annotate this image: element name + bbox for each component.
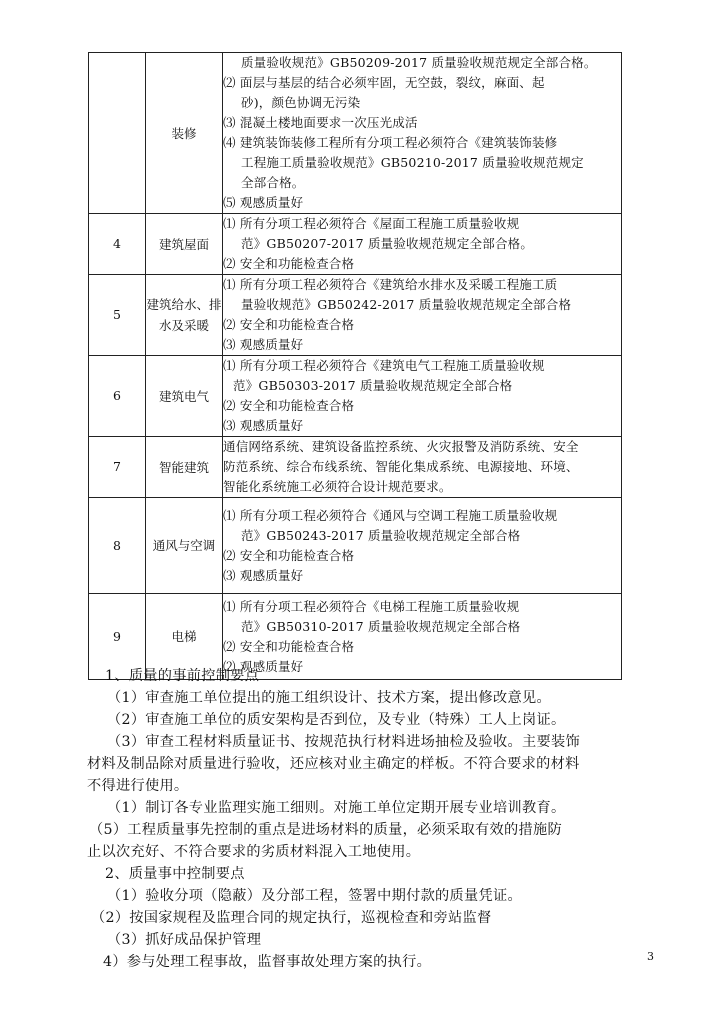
row-category: 智能建筑 <box>146 437 223 498</box>
para-11: （1）验收分项（隐蔽）及分部工程，签署中期付款的质量凭证。 <box>107 888 522 904</box>
body-text <box>87 665 637 973</box>
requirement-line: ⑵ 安全和功能检查合格 <box>223 547 355 563</box>
row-requirements <box>223 275 622 356</box>
para-1: 1、质量的事前控制要点 <box>105 668 260 684</box>
row-requirements <box>223 214 622 275</box>
table-row <box>89 437 622 498</box>
table-row <box>89 356 622 437</box>
para-5: 材料及制品除对质量进行验收，还应核对业主确定的样板。不符合要求的材料 <box>87 756 580 772</box>
page-number: 3 <box>647 950 654 963</box>
row-category: 通风与空调 <box>146 498 223 594</box>
row-requirements <box>223 53 622 214</box>
requirement-line: 智能化系统施工必须符合设计规范要求。 <box>223 479 452 494</box>
requirement-line: 工程施工质量验收规范》GB50210-2017 质量验收规范规定 <box>241 155 584 170</box>
table-row <box>89 214 622 275</box>
para-13: （3）抓好成品保护管理 <box>107 932 262 948</box>
row-category: 建筑电气 <box>146 356 223 437</box>
requirement-line: ⑴ 所有分项工程必须符合《通风与空调工程施工质量验收规 <box>223 507 558 523</box>
row-requirements <box>223 437 622 498</box>
para-10: 2、质量事中控制要点 <box>105 866 245 882</box>
requirement-line: 质量验收规范》GB50209-2017 质量验收规范规定全部合格。 <box>241 55 597 70</box>
requirement-line: 范》GB50303-2017 质量验收规范规定全部合格 <box>233 378 513 393</box>
acceptance-table-body <box>89 53 622 680</box>
para-14: 4）参与处理工程事故，监督事故处理方案的执行。 <box>103 954 432 970</box>
row-category: 电梯 <box>146 594 223 680</box>
requirement-line: ⑴ 所有分项工程必须符合《屋面工程施工质量验收规 <box>223 216 520 231</box>
requirement-line: ⑷ 建筑装饰装修工程所有分项工程必须符合《建筑装饰装修 <box>223 135 558 150</box>
table-row <box>89 498 622 594</box>
requirement-line: ⑶ 混凝土楼地面要求一次压光成活 <box>223 115 418 130</box>
requirement-line: ⑶ 观感质量好 <box>223 567 304 583</box>
row-requirements <box>223 356 622 437</box>
requirement-line: 范》GB50207-2017 质量验收规范规定全部合格。 <box>241 236 534 251</box>
requirement-line: ⑵ 面层与基层的结合必须牢固，无空鼓，裂纹，麻面、起 <box>223 75 545 90</box>
requirement-line: 范》GB50310-2017 质量验收规范规定全部合格 <box>241 618 521 634</box>
row-number: 6 <box>89 356 146 437</box>
table-row <box>89 275 622 356</box>
requirement-line: 全部合格。 <box>241 175 305 190</box>
requirement-line: 通信网络系统、建筑设备监控系统、火灾报警及消防系统、安全 <box>223 439 579 454</box>
requirement-line: ⑵ 安全和功能检查合格 <box>223 398 355 413</box>
requirement-line: ⑵ 安全和功能检查合格 <box>223 638 355 654</box>
row-number: 8 <box>89 498 146 594</box>
para-2: （1）审查施工单位提出的施工组织设计、技术方案，提出修改意见。 <box>107 690 551 706</box>
para-9: 止以次充好、不符合要求的劣质材料混入工地使用。 <box>87 844 421 860</box>
requirement-line: ⑶ 观感质量好 <box>223 337 304 352</box>
requirement-line: ⑵ 安全和功能检查合格 <box>223 256 355 271</box>
table-row <box>89 53 622 214</box>
requirement-line: ⑵ 观感质量好 <box>223 658 304 674</box>
row-requirements <box>223 498 622 594</box>
row-category: 建筑给水、排水及采暖 <box>146 275 223 356</box>
requirement-line: 范》GB50243-2017 质量验收规范规定全部合格 <box>241 527 521 543</box>
row-category: 建筑屋面 <box>146 214 223 275</box>
requirement-line: ⑴ 所有分项工程必须符合《电梯工程施工质量验收规 <box>223 598 520 614</box>
row-number: 4 <box>89 214 146 275</box>
requirement-line: ⑶ 观感质量好 <box>223 418 304 433</box>
row-category: 装修 <box>146 53 223 214</box>
para-4: （3）审查工程材料质量证书、按规范执行材料进场抽检及验收。主要装饰 <box>107 734 580 750</box>
row-number: 7 <box>89 437 146 498</box>
row-number: 5 <box>89 275 146 356</box>
para-6: 不得进行使用。 <box>87 778 189 794</box>
requirement-line: 砂)，颜色协调无污染 <box>241 95 361 110</box>
requirement-line: ⑸ 观感质量好 <box>223 195 304 210</box>
requirement-line: ⑵ 安全和功能检查合格 <box>223 317 355 332</box>
para-12: （2）按国家规程及监理合同的规定执行，巡视检查和旁站监督 <box>91 910 492 926</box>
requirement-line: ⑴ 所有分项工程必须符合《建筑给水排水及采暖工程施工质 <box>223 277 558 292</box>
acceptance-table <box>88 52 622 680</box>
para-7: （1）制订各专业监理实施工细则。对施工单位定期开展专业培训教育。 <box>107 800 566 816</box>
row-number: 9 <box>89 594 146 680</box>
requirement-line: 防范系统、综合布线系统、智能化集成系统、电源接地、环境、 <box>223 459 579 474</box>
row-number <box>89 53 146 214</box>
para-3: （2）审查施工单位的质安架构是否到位，及专业（特殊）工人上岗证。 <box>107 712 566 728</box>
requirement-line: ⑴ 所有分项工程必须符合《建筑电气工程施工质量验收规 <box>223 358 545 373</box>
requirement-line: 量验收规范》GB50242-2017 质量验收规范规定全部合格 <box>241 297 572 312</box>
para-8: （5）工程质量事先控制的重点是进场材料的质量，必须采取有效的措施防 <box>89 822 562 838</box>
